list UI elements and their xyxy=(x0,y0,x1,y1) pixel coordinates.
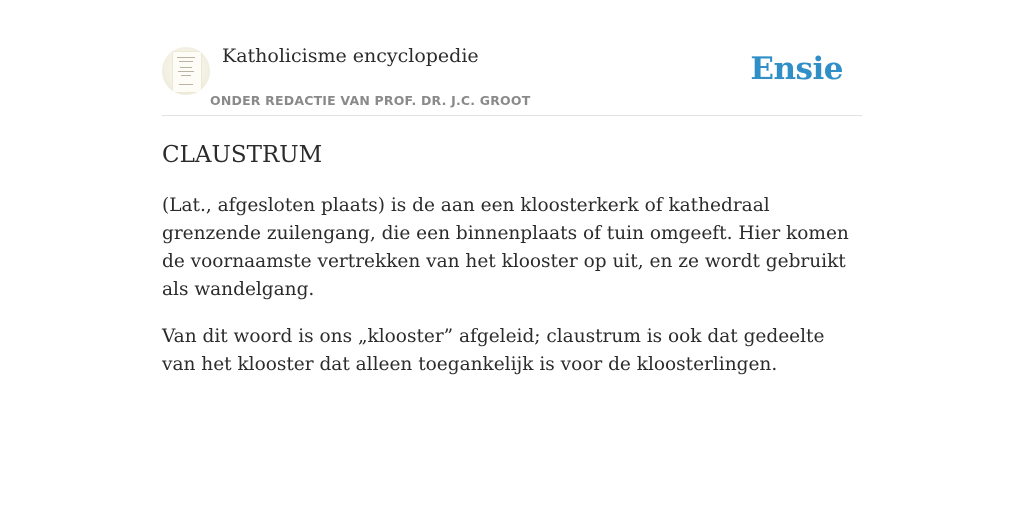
page xyxy=(162,0,862,379)
entry-paragraph: Van dit woord is ons „klooster” afgeleid; claustrum is ook dat gedeelte van het klooster dat alleen toegankelijk is voor de kloosterlingen. xyxy=(162,326,825,375)
site-title[interactable]: Katholicisme encyclopedie xyxy=(222,45,479,67)
header xyxy=(162,45,862,116)
entry-body xyxy=(162,192,862,379)
book-cover-image[interactable] xyxy=(162,47,210,95)
editor-subtitle: ONDER REDACTIE VAN PROF. DR. J.C. GROOT xyxy=(210,93,531,108)
ensie-logo-link[interactable]: Ensie xyxy=(750,51,843,87)
book-cover-icon xyxy=(172,51,202,93)
entry-paragraph: (Lat., afgesloten plaats) is de aan een kloosterkerk of kathedraal grenzende zuilengang, die een binnenplaats of tuin omgeeft. Hier komen de voornaamste vertrekken van het klooster op uit, en ze wordt gebruikt als wandelgang. xyxy=(162,195,849,300)
entry-title: CLAUSTRUM xyxy=(162,142,323,168)
